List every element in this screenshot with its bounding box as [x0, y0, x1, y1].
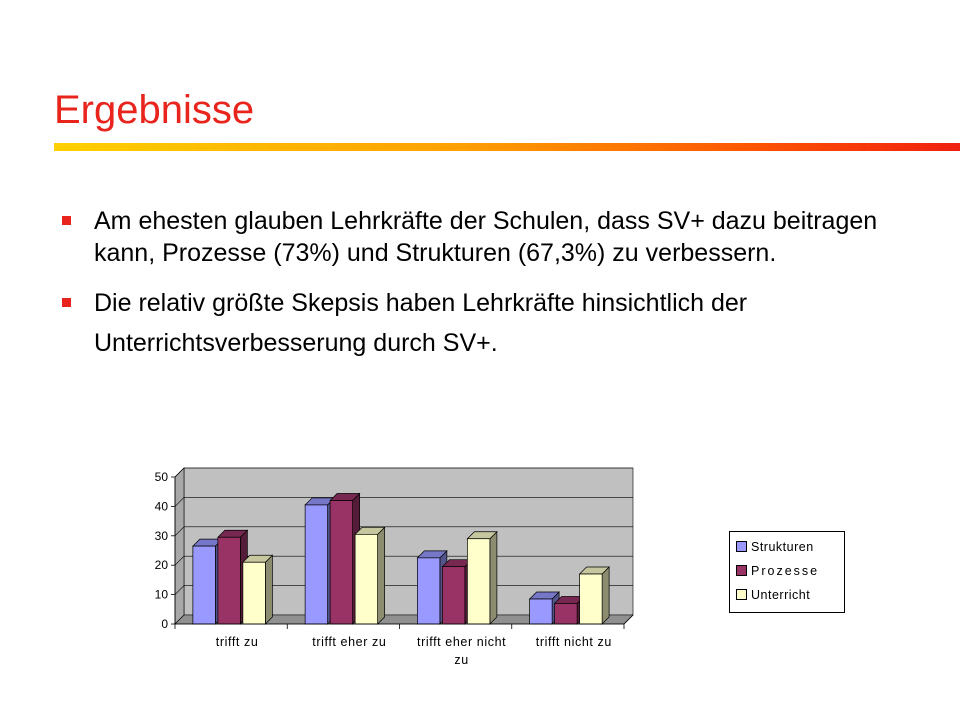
legend-item: [736, 563, 819, 579]
bar-side: [378, 527, 385, 624]
legend-label: Unterricht: [751, 588, 811, 602]
bullet-text: Die relativ größte Skepsis haben Lehrkräfte hinsichtlich der Unterrichtsverbesserung durch SV+.: [94, 289, 748, 357]
bar: [243, 562, 266, 624]
bar: [580, 574, 603, 624]
legend-item: [736, 587, 810, 603]
bar: [530, 599, 553, 624]
x-tick-label: trifft eher nicht: [417, 635, 507, 649]
bar-side: [265, 555, 272, 624]
bar: [193, 546, 216, 624]
plot-side-wall: [175, 468, 184, 624]
y-tick-label: 0: [161, 617, 168, 631]
y-tick-label: 30: [154, 528, 168, 543]
x-tick-label: zu: [454, 653, 469, 667]
bar: [305, 505, 328, 624]
y-tick-label: 10: [154, 587, 168, 602]
bar: [467, 539, 490, 624]
bar-side: [490, 532, 497, 624]
y-tick-label: 50: [154, 470, 168, 484]
legend-label: Strukturen: [751, 540, 814, 554]
legend-swatch-unterricht: [736, 589, 747, 600]
bullet-text: Am ehesten glauben Lehrkräfte der Schulen, dass SV+ dazu beitragen kann, Prozesse (73%) und Strukturen (67,3%) zu verbessern.: [94, 207, 878, 267]
bar: [330, 501, 353, 624]
y-tick-label: 20: [154, 558, 168, 573]
x-tick-label: trifft nicht zu: [535, 635, 612, 649]
legend-item: [736, 539, 814, 555]
legend-swatch-strukturen: [736, 541, 747, 552]
bar: [218, 537, 241, 624]
x-tick-label: trifft eher zu: [312, 635, 387, 649]
bar: [442, 567, 465, 624]
bar-side: [602, 567, 609, 624]
slide-title: Ergebnisse: [54, 88, 255, 132]
bar: [417, 558, 440, 624]
y-tick-label: 40: [154, 499, 168, 514]
legend-swatch-prozesse: [736, 565, 747, 576]
legend-label: Prozesse: [751, 564, 820, 578]
x-tick-label: trifft zu: [215, 635, 259, 649]
chart-legend: [729, 531, 845, 613]
bar: [555, 603, 578, 624]
bar: [355, 534, 378, 624]
